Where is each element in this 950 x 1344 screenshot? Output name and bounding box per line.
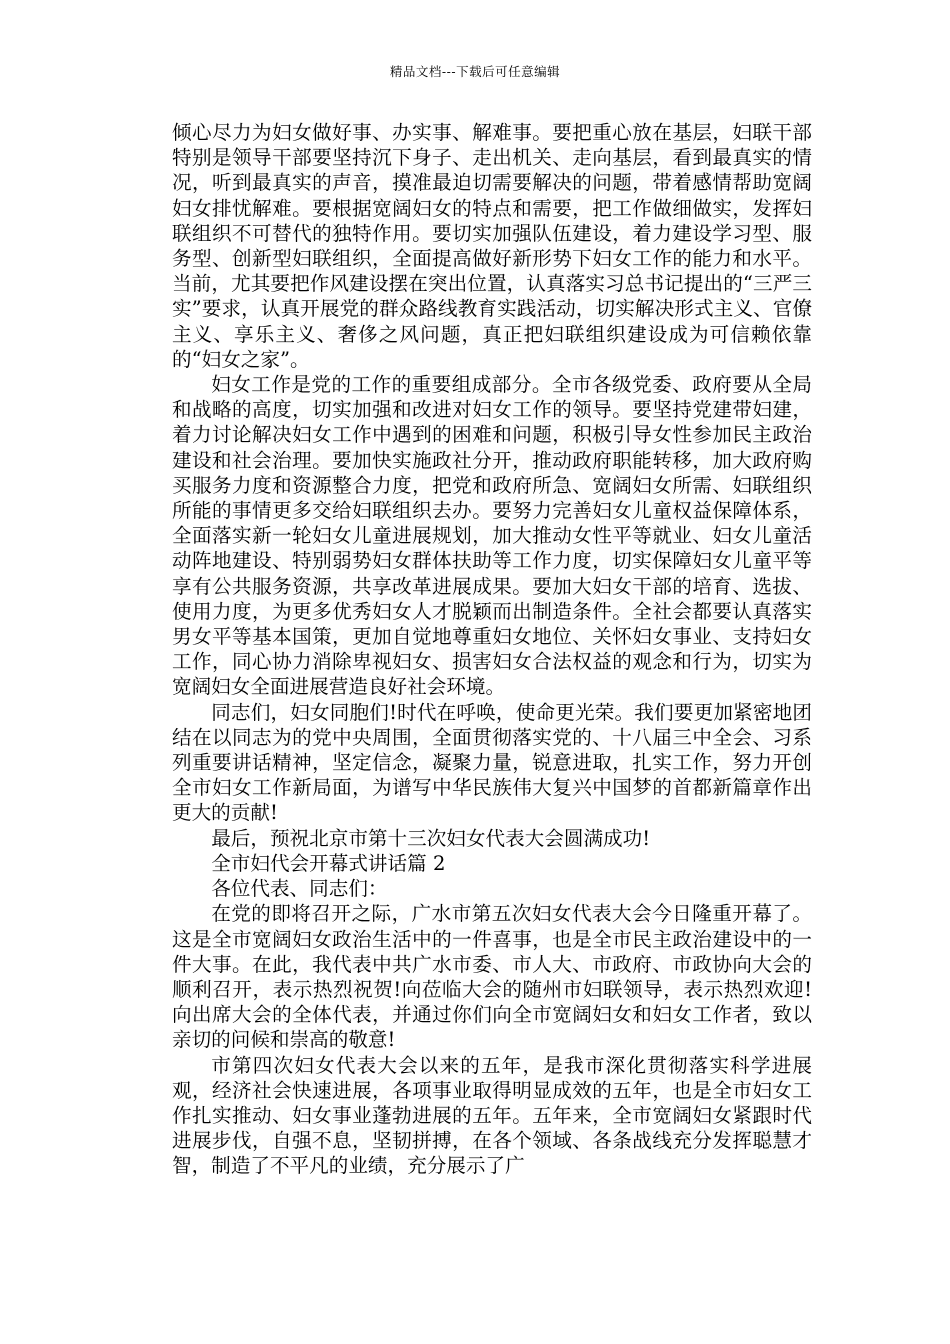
document-body (172, 120, 812, 1179)
paragraph: 同志们，妇女同胞们!时代在呼唤，使命更光荣。我们要更加紧密地团结在以同志为的党中央周围，全面贯彻落实党的、十八届三中全会、习系列重要讲话精神，坚定信念，凝聚力量，锐意进取，扎实工作，努力开创全市妇女工作新局面，为谱写中华民族伟大复兴中国梦的首都新篇章作出更大的贡献! (172, 700, 812, 825)
paragraph: 市第四次妇女代表大会以来的五年，是我市深化贯彻落实科学进展观，经济社会快速进展，各项事业取得明显成效的五年，也是全市妇女工作扎实推动、妇女事业蓬勃进展的五年。五年来，全市宽阔妇女紧跟时代进展步伐，自强不息，坚韧拼搏，在各个领域、各条战线充分发挥聪慧才智，制造了不平凡的业绩，充分展示了广 (172, 1053, 812, 1178)
section-title: 全市妇代会开幕式讲话篇 2 (211, 851, 446, 875)
closing-wish: 最后，预祝北京市第十三次妇女代表大会圆满成功! (211, 826, 651, 850)
page-header: 精品文档---下载后可任意编辑 (389, 64, 561, 79)
salutation: 各位代表、同志们： (211, 877, 388, 901)
paragraph: 妇女工作是党的工作的重要组成部分。全市各级党委、政府要从全局和战略的高度，切实加强和改进对妇女工作的领导。要坚持党建带妇建，着力讨论解决妇女工作中遇到的困难和问题，积极引导女性参加民主政治建设和社会治理。要加快实施政社分开，推动政府职能转移，加大政府购买服务力度和资源整合力度，把党和政府所急、宽阔妇女所需、妇联组织所能的事情更多交给妇联组织去办。要努力完善妇女儿童权益保障体系，全面落实新一轮妇女儿童进展规划，加大推动女性平等就业、妇女儿童活动阵地建设、特别弱势妇女群体扶助等工作力度，切实保障妇女儿童平等享有公共服务资源，共享改革进展成果。要加大妇女干部的培育、选拔、使用力度，为更多优秀妇女人才脱颖而出制造条件。全社会都要认真落实男女平等基本国策，更加自觉地尊重妇女地位、关怀妇女事业、支持妇女工作，同心协力消除卑视妇女、损害妇女合法权益的观念和行为，切实为宽阔妇女全面进展营造良好社会环境。 (172, 373, 812, 699)
paragraph: 在党的即将召开之际，广水市第五次妇女代表大会今日隆重开幕了。这是全市宽阔妇女政治生活中的一件喜事，也是全市民主政治建设中的一件大事。在此，我代表中共广水市委、市人大、市政府、市政协向大会的顺利召开，表示热烈祝贺!向莅临大会的随州市妇联领导，表示热烈欢迎!向出席大会的全体代表，并通过你们向全市宽阔妇女和妇女工作者，致以亲切的问候和崇高的敬意! (172, 902, 812, 1052)
paragraph: 倾心尽力为妇女做好事、办实事、解难事。要把重心放在基层，妇联干部特别是领导干部要坚持沉下身子、走出机关、走向基层，看到最真实的情况，听到最真实的声音，摸准最迫切需要解决的问题，带着感情帮助宽阔妇女排忧解难。要根据宽阔妇女的特点和需要，把工作做细做实，发挥妇联组织不可替代的独特作用。要切实加强队伍建设，着力建设学习型、服务型、创新型妇联组织，全面提高做好新形势下妇女工作的能力和水平。当前，尤其要把作风建设摆在突出位置，认真落实习总书记提出的“三严三实”要求，认真开展党的群众路线教育实践活动，切实解决形式主义、官僚主义、享乐主义、奢侈之风问题，真正把妇联组织建设成为可信赖依靠的“妇女之家”。 (172, 121, 812, 371)
